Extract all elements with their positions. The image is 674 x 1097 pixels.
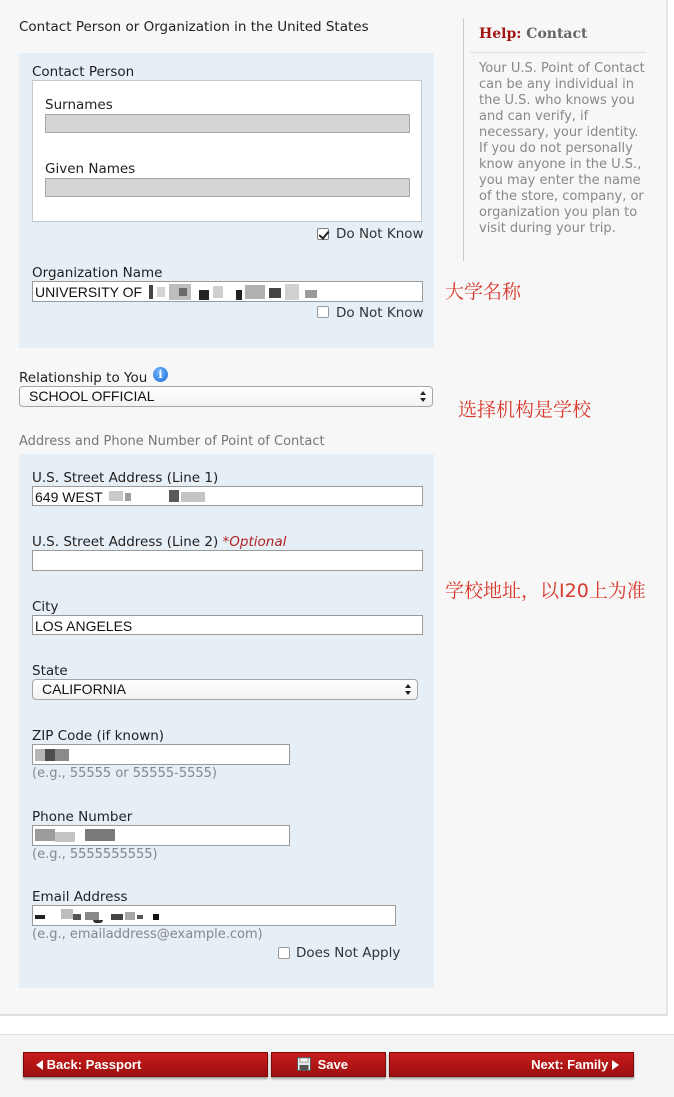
street1-value: 649 WEST [35, 489, 103, 505]
redaction-mark [55, 749, 69, 761]
state-selected: CALIFORNIA [42, 681, 127, 697]
annotation-choose-school: 选择机构是学校 [458, 399, 592, 421]
redaction-mark [45, 749, 55, 761]
redaction-mark [153, 914, 159, 920]
redaction-mark [213, 286, 223, 298]
back-button[interactable] [23, 1052, 268, 1077]
phone-label: Phone Number [32, 809, 133, 825]
zip-hint: (e.g., 55555 or 55555-5555) [32, 766, 217, 781]
street1-input[interactable] [32, 486, 423, 506]
organization-input[interactable] [32, 281, 423, 302]
next-button[interactable] [389, 1052, 634, 1077]
state-label: State [32, 663, 68, 679]
help-title-topic: Contact [526, 26, 588, 42]
select-arrows-icon [420, 390, 426, 403]
surnames-input[interactable] [45, 114, 410, 133]
street2-label [32, 534, 286, 550]
redaction-mark [245, 285, 265, 299]
redaction-mark [35, 915, 45, 919]
does-not-apply-label: Does Not Apply [296, 945, 401, 961]
city-label: City [32, 599, 59, 615]
save-button-label: Save [317, 1057, 348, 1072]
section-title: Contact Person or Organization in the United States [19, 19, 369, 35]
redaction-mark [169, 490, 179, 502]
back-button-label: Back: Passport [46, 1057, 142, 1072]
select-arrows-icon [405, 683, 411, 696]
email-label: Email Address [32, 889, 128, 905]
email-hint: (e.g., emailaddress@example.com) [32, 927, 263, 942]
redaction-mark [236, 290, 242, 300]
redaction-mark [149, 285, 153, 299]
chevron-right-icon [612, 1060, 619, 1070]
surnames-label: Surnames [45, 97, 113, 113]
redaction-mark [125, 912, 135, 920]
next-button-label: Next: Family [531, 1057, 609, 1072]
redaction-mark [125, 493, 131, 501]
help-title [479, 26, 588, 42]
organization-value: UNIVERSITY OF [35, 284, 143, 300]
redaction-mark [285, 284, 299, 300]
redaction-mark [305, 290, 317, 298]
redaction-mark [181, 492, 205, 502]
contact-do-not-know-checkbox[interactable] [317, 228, 329, 240]
redaction-mark [55, 832, 75, 842]
chevron-left-icon [36, 1060, 43, 1070]
contact-do-not-know-label: Do Not Know [336, 226, 424, 242]
zip-input[interactable] [32, 744, 290, 765]
organization-label: Organization Name [32, 265, 163, 281]
redaction-mark [73, 914, 81, 920]
given-names-input[interactable] [45, 178, 410, 197]
address-section-title: Address and Phone Number of Point of Contact [19, 434, 325, 449]
redaction-mark [35, 829, 55, 841]
email-input[interactable] [32, 905, 396, 926]
contact-person-label: Contact Person [32, 64, 135, 80]
redaction-mark [137, 915, 143, 919]
street2-input[interactable] [32, 550, 423, 571]
redaction-mark [85, 912, 99, 920]
redaction-mark [93, 920, 103, 923]
redaction-mark [109, 491, 123, 501]
info-icon[interactable]: i [153, 367, 168, 382]
annotation-school-address: 学校地址，以I20上为准 [445, 580, 646, 602]
street1-label: U.S. Street Address (Line 1) [32, 470, 219, 486]
redaction-mark [61, 909, 73, 919]
help-divider [470, 52, 646, 53]
redaction-mark [269, 288, 281, 298]
org-do-not-know-label: Do Not Know [336, 305, 424, 321]
help-title-prefix: Help: [479, 26, 522, 42]
redaction-mark [85, 829, 115, 841]
relationship-label: Relationship to You [19, 370, 148, 386]
org-do-not-know-checkbox[interactable] [317, 306, 329, 318]
redaction-mark [179, 288, 187, 296]
floppy-disk-icon [297, 1057, 311, 1071]
redaction-mark [199, 290, 209, 300]
annotation-university-name: 大学名称 [445, 281, 522, 303]
redaction-mark [111, 914, 123, 920]
help-text: Your U.S. Point of Contact can be any individual in the U.S. who knows you and can verify, if necessary, your identity. If you do not personally know anyone in the U.S., you may enter the name of the store, company, or organization you plan to visit during your trip. [479, 61, 645, 236]
state-select[interactable] [32, 679, 418, 700]
given-names-label: Given Names [45, 161, 136, 177]
redaction-mark [157, 287, 165, 297]
street2-label-text: U.S. Street Address (Line 2) [32, 534, 219, 550]
phone-input[interactable] [32, 825, 290, 846]
save-button[interactable] [271, 1052, 386, 1077]
relationship-select[interactable] [19, 386, 433, 407]
optional-marker: *Optional [222, 534, 287, 550]
city-input[interactable]: LOS ANGELES [32, 615, 423, 635]
phone-hint: (e.g., 5555555555) [32, 847, 158, 862]
zip-label: ZIP Code (if known) [32, 728, 165, 744]
relationship-selected: SCHOOL OFFICIAL [29, 388, 155, 404]
does-not-apply-checkbox[interactable] [278, 947, 290, 959]
redaction-mark [35, 749, 45, 761]
